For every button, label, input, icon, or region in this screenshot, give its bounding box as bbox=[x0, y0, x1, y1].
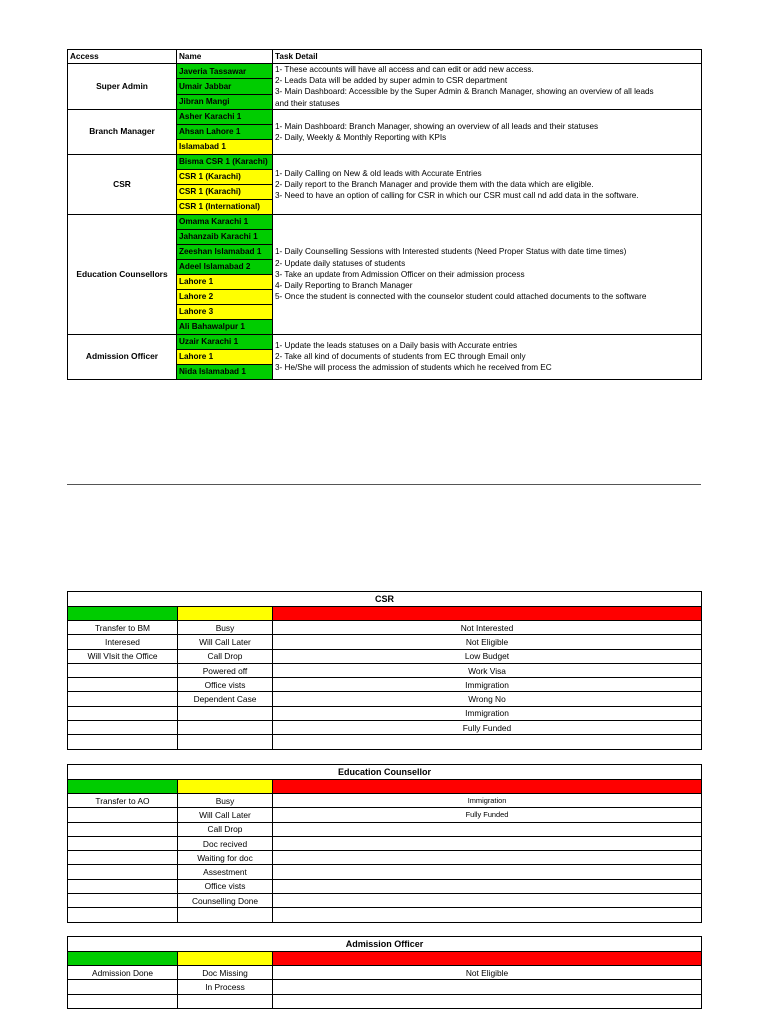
red-status-cell: Not Eligible bbox=[273, 966, 702, 980]
status-row bbox=[68, 663, 702, 677]
yellow-status-cell: Office vists bbox=[178, 879, 273, 893]
green-status-cell bbox=[68, 851, 178, 865]
green-status-cell bbox=[68, 908, 178, 922]
yellow-status-header bbox=[178, 780, 273, 794]
access-table-body bbox=[68, 64, 702, 380]
status-row bbox=[68, 621, 702, 635]
header-access: Access bbox=[68, 50, 177, 64]
status-title-row bbox=[68, 592, 702, 607]
red-status-cell bbox=[273, 735, 702, 749]
red-status-cell: Work Visa bbox=[273, 663, 702, 677]
red-status-cell bbox=[273, 908, 702, 922]
name-cell: Nida Islamabad 1 bbox=[177, 364, 273, 379]
task-detail-cell bbox=[273, 109, 702, 154]
name-cell: Omama Karachi 1 bbox=[177, 214, 273, 229]
yellow-status-cell: In Process bbox=[178, 980, 273, 994]
task-line: 2- Update daily statuses of students bbox=[275, 258, 406, 268]
red-status-cell: Fully Funded bbox=[273, 721, 702, 735]
yellow-status-cell: Busy bbox=[178, 794, 273, 808]
status-row bbox=[68, 678, 702, 692]
task-line: 5- Once the student is connected with the counselor student could attached documents to the software bbox=[275, 292, 647, 302]
access-table bbox=[67, 49, 702, 380]
green-status-cell: Transfer to AO bbox=[68, 794, 178, 808]
red-status-cell bbox=[273, 851, 702, 865]
red-status-cell bbox=[273, 822, 702, 836]
task-line: 1- Main Dashboard: Branch Manager, showing an overview of all leads and their statuses bbox=[275, 121, 599, 131]
task-detail-cell bbox=[273, 334, 702, 379]
status-table-title: Education Counsellor bbox=[68, 765, 702, 780]
red-status-cell: Not Eligible bbox=[273, 635, 702, 649]
yellow-status-cell: Counselling Done bbox=[178, 894, 273, 908]
green-status-cell bbox=[68, 994, 178, 1008]
green-status-cell bbox=[68, 980, 178, 994]
admission-officer-status-table bbox=[67, 936, 702, 1009]
access-table-header-row bbox=[68, 50, 702, 64]
green-status-cell bbox=[68, 822, 178, 836]
green-status-cell bbox=[68, 735, 178, 749]
green-status-header bbox=[68, 952, 178, 966]
yellow-status-cell: Call Drop bbox=[178, 649, 273, 663]
role-cell: Education Counsellors bbox=[68, 214, 177, 334]
name-cell: Ahsan Lahore 1 bbox=[177, 124, 273, 139]
status-row bbox=[68, 706, 702, 720]
name-cell: Umair Jabbar bbox=[177, 79, 273, 94]
status-row bbox=[68, 735, 702, 749]
education-counsellor-status-table bbox=[67, 764, 702, 923]
task-line: 2- Leads Data will be added by super admin to CSR department bbox=[275, 76, 508, 86]
task-line: 2- Take all kind of documents of students from EC through Email only bbox=[275, 352, 526, 362]
access-row bbox=[68, 154, 702, 169]
name-cell: Zeeshan Islamabad 1 bbox=[177, 244, 273, 259]
yellow-status-header bbox=[178, 607, 273, 621]
status-row bbox=[68, 721, 702, 735]
name-cell: Adeel Islamabad 2 bbox=[177, 259, 273, 274]
task-line: 1- These accounts will have all access and can edit or add new access. bbox=[275, 65, 534, 74]
green-status-cell: Will VIsit the Office bbox=[68, 649, 178, 663]
yellow-status-header bbox=[178, 952, 273, 966]
yellow-status-cell bbox=[178, 908, 273, 922]
name-cell: Jahanzaib Karachi 1 bbox=[177, 229, 273, 244]
task-detail-cell bbox=[273, 214, 702, 334]
name-cell: Lahore 1 bbox=[177, 274, 273, 289]
task-line: 2- Daily report to the Branch Manager and provide them with the data which are eligible. bbox=[275, 179, 594, 189]
task-line: 1- Daily Calling on New & old leads with Accurate Entries bbox=[275, 168, 482, 178]
header-name: Name bbox=[177, 50, 273, 64]
role-cell: CSR bbox=[68, 154, 177, 214]
status-row bbox=[68, 908, 702, 922]
status-row bbox=[68, 966, 702, 980]
yellow-status-cell bbox=[178, 994, 273, 1008]
csr-status-table bbox=[67, 591, 702, 750]
yellow-status-cell: Doc Missing bbox=[178, 966, 273, 980]
task-line: 3- He/She will process the admission of students which he received from EC bbox=[275, 363, 552, 373]
red-status-cell: Immigration bbox=[273, 678, 702, 692]
name-cell: CSR 1 (Karachi) bbox=[177, 184, 273, 199]
status-row bbox=[68, 794, 702, 808]
status-row bbox=[68, 692, 702, 706]
name-cell: CSR 1 (International) bbox=[177, 199, 273, 214]
access-row bbox=[68, 109, 702, 124]
yellow-status-cell bbox=[178, 706, 273, 720]
task-line: 1- Daily Counselling Sessions with Interested students (Need Proper Status with date time times) bbox=[275, 247, 627, 257]
task-line: 4- Daily Reporting to Branch Manager bbox=[275, 280, 413, 290]
red-status-cell bbox=[273, 836, 702, 850]
header-task-detail: Task Detail bbox=[273, 50, 702, 64]
name-cell: Bisma CSR 1 (Karachi) bbox=[177, 154, 273, 169]
status-row bbox=[68, 994, 702, 1008]
name-cell: Asher Karachi 1 bbox=[177, 109, 273, 124]
red-status-cell: Immigration bbox=[273, 794, 702, 808]
red-status-cell bbox=[273, 879, 702, 893]
name-cell: Uzair Karachi 1 bbox=[177, 334, 273, 349]
task-line: 3- Main Dashboard: Accessible by the Super Admin & Branch Manager, showing an overview of all leads bbox=[275, 87, 654, 97]
status-color-row bbox=[68, 780, 702, 794]
yellow-status-cell: Office vists bbox=[178, 678, 273, 692]
green-status-cell bbox=[68, 865, 178, 879]
role-cell: Admission Officer bbox=[68, 334, 177, 379]
role-cell: Super Admin bbox=[68, 64, 177, 110]
name-cell: Lahore 1 bbox=[177, 349, 273, 364]
status-row bbox=[68, 808, 702, 822]
yellow-status-cell: Dependent Case bbox=[178, 692, 273, 706]
red-status-cell: Fully Funded bbox=[273, 808, 702, 822]
section-divider bbox=[67, 484, 701, 485]
green-status-cell: Transfer to BM bbox=[68, 621, 178, 635]
red-status-header bbox=[273, 952, 702, 966]
task-line: 3- Take an update from Admission Officer on their admission process bbox=[275, 269, 525, 279]
status-row bbox=[68, 865, 702, 879]
green-status-cell bbox=[68, 894, 178, 908]
name-cell: Javeria Tassawar bbox=[177, 64, 273, 79]
yellow-status-cell: Call Drop bbox=[178, 822, 273, 836]
task-line: 2- Daily, Weekly & Monthly Reporting with KPIs bbox=[275, 132, 447, 142]
status-table-title: Admission Officer bbox=[68, 937, 702, 952]
status-row bbox=[68, 836, 702, 850]
name-cell: Lahore 3 bbox=[177, 304, 273, 319]
green-status-cell bbox=[68, 836, 178, 850]
yellow-status-cell: Will Call Later bbox=[178, 808, 273, 822]
status-title-row bbox=[68, 765, 702, 780]
red-status-cell bbox=[273, 980, 702, 994]
yellow-status-cell: Assestment bbox=[178, 865, 273, 879]
red-status-cell bbox=[273, 994, 702, 1008]
status-table-title: CSR bbox=[68, 592, 702, 607]
status-row bbox=[68, 851, 702, 865]
name-cell: CSR 1 (Karachi) bbox=[177, 169, 273, 184]
role-cell: Branch Manager bbox=[68, 109, 177, 154]
status-row bbox=[68, 980, 702, 994]
yellow-status-cell: Busy bbox=[178, 621, 273, 635]
green-status-cell: Interesed bbox=[68, 635, 178, 649]
task-detail-cell bbox=[273, 64, 702, 110]
green-status-header bbox=[68, 607, 178, 621]
yellow-status-cell: Powered off bbox=[178, 663, 273, 677]
green-status-cell bbox=[68, 663, 178, 677]
red-status-cell: Low Budget bbox=[273, 649, 702, 663]
status-color-row bbox=[68, 607, 702, 621]
green-status-cell: Admission Done bbox=[68, 966, 178, 980]
name-cell: Jibran Mangi bbox=[177, 94, 273, 109]
yellow-status-cell bbox=[178, 721, 273, 735]
task-detail-cell bbox=[273, 154, 702, 214]
red-status-header bbox=[273, 780, 702, 794]
status-row bbox=[68, 894, 702, 908]
green-status-header bbox=[68, 780, 178, 794]
red-status-header bbox=[273, 607, 702, 621]
access-row bbox=[68, 334, 702, 349]
name-cell: Lahore 2 bbox=[177, 289, 273, 304]
yellow-status-cell bbox=[178, 735, 273, 749]
status-color-row bbox=[68, 952, 702, 966]
red-status-cell bbox=[273, 894, 702, 908]
name-cell: Islamabad 1 bbox=[177, 139, 273, 154]
name-cell: Ali Bahawalpur 1 bbox=[177, 319, 273, 334]
status-row bbox=[68, 879, 702, 893]
yellow-status-cell: Doc recived bbox=[178, 836, 273, 850]
red-status-cell: Immigration bbox=[273, 706, 702, 720]
status-row bbox=[68, 635, 702, 649]
red-status-cell bbox=[273, 865, 702, 879]
yellow-status-cell: Waiting for doc bbox=[178, 851, 273, 865]
status-row bbox=[68, 649, 702, 663]
green-status-cell bbox=[68, 678, 178, 692]
green-status-cell bbox=[68, 879, 178, 893]
access-row bbox=[68, 214, 702, 229]
yellow-status-cell: Will Call Later bbox=[178, 635, 273, 649]
green-status-cell bbox=[68, 692, 178, 706]
red-status-cell: Not Interested bbox=[273, 621, 702, 635]
green-status-cell bbox=[68, 808, 178, 822]
green-status-cell bbox=[68, 721, 178, 735]
task-line: 3- Need to have an option of calling for CSR in which our CSR must call nd add data in the software. bbox=[275, 190, 639, 200]
access-row bbox=[68, 64, 702, 79]
status-title-row bbox=[68, 937, 702, 952]
red-status-cell: Wrong No bbox=[273, 692, 702, 706]
task-line: 1- Update the leads statuses on a Daily basis with Accurate entries bbox=[275, 341, 518, 350]
green-status-cell bbox=[68, 706, 178, 720]
status-row bbox=[68, 822, 702, 836]
task-line: and their statuses bbox=[275, 98, 340, 108]
